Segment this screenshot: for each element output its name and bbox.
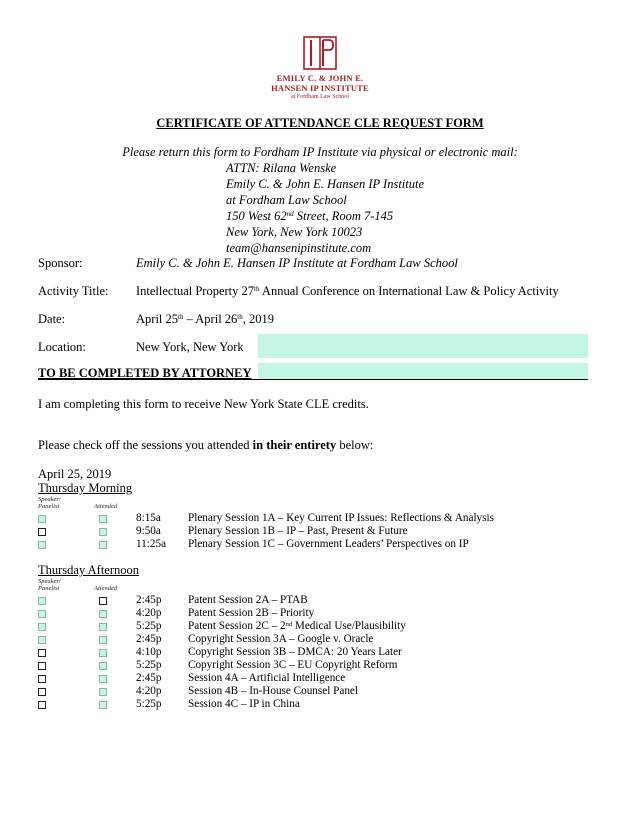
speaker-panelist-checkbox[interactable] (38, 662, 46, 670)
speaker-panelist-checkbox[interactable] (38, 688, 46, 696)
attended-checkbox[interactable] (99, 610, 107, 618)
address-email: team@hansenipinstitute.com (226, 241, 372, 255)
sponsor-value: Emily C. & John E. Hansen IP Institute at Fordham Law School (136, 256, 458, 270)
speaker-panelist-checkbox[interactable] (38, 528, 46, 536)
session-row (0, 685, 640, 698)
afternoon-speaker-col-header (38, 578, 61, 592)
morning-heading: Thursday Morning (38, 481, 133, 495)
session-title: Patent Session 2A – PTAB (188, 594, 308, 606)
attorney-name-field[interactable] (258, 363, 588, 380)
form-title: CERTIFICATE OF ATTENDANCE CLE REQUEST FORM (156, 116, 484, 130)
check-instructions-pre: Please check off the sessions you attended (38, 438, 253, 452)
attended-checkbox[interactable] (99, 623, 107, 631)
session-row (0, 607, 640, 620)
session-time: 8:15a (136, 512, 161, 524)
morning-attended-col-header: Attended (94, 503, 118, 510)
completing-statement: I am completing this form to receive New York State CLE credits. (38, 397, 369, 411)
session-title-sup: nd (285, 621, 293, 628)
speaker-header-2: Panelist (38, 503, 60, 510)
institute-logo (0, 36, 640, 101)
session-title: Plenary Session 1B – IP – Past, Present & Future (188, 525, 408, 537)
session-row (0, 672, 640, 685)
date-sup-1: th (178, 313, 184, 321)
address-attn: ATTN: Rilana Wenske (226, 161, 337, 175)
session-time: 4:10p (136, 646, 162, 658)
attended-checkbox[interactable] (99, 649, 107, 657)
session-time: 2:45p (136, 672, 162, 684)
speaker-panelist-checkbox[interactable] (38, 541, 46, 549)
attended-checkbox[interactable] (99, 528, 107, 536)
speaker-header-1: Speaker/ (38, 578, 61, 585)
speaker-panelist-checkbox[interactable] (38, 610, 46, 618)
session-time: 11:25a (136, 538, 167, 550)
check-instructions (38, 438, 373, 453)
session-row (0, 525, 640, 538)
session-title: Patent Session 2B – Priority (188, 607, 315, 619)
speaker-panelist-checkbox[interactable] (38, 675, 46, 683)
address-street-sup: nd (286, 210, 294, 218)
day-heading: April 25, 2019 (38, 467, 112, 481)
date-mid: – April 26 (183, 312, 238, 326)
check-instructions-bold: in their entirety (252, 438, 337, 452)
date-sup-2: th (237, 313, 243, 321)
attended-checkbox[interactable] (99, 541, 107, 549)
activity-sup: th (254, 285, 260, 293)
session-row (0, 538, 640, 551)
session-title: Copyright Session 3B – DMCA: 20 Years Later (188, 646, 402, 658)
attorney-section-heading: TO BE COMPLETED BY ATTORNEY (38, 366, 252, 380)
session-time: 5:25p (136, 659, 162, 671)
address-street-pre: 150 West 62 (226, 209, 287, 223)
session-title: Copyright Session 3A – Google v. Oracle (188, 633, 374, 645)
attended-checkbox[interactable] (99, 662, 107, 670)
session-title: Session 4C – IP in China (188, 698, 300, 710)
session-time: 2:45p (136, 594, 162, 606)
speaker-header-2: Panelist (38, 585, 60, 592)
logo-line-1: EMILY C. & JOHN E. (276, 73, 364, 83)
session-title: Copyright Session 3C – EU Copyright Reform (188, 659, 398, 671)
speaker-panelist-checkbox[interactable] (38, 623, 46, 631)
speaker-panelist-checkbox[interactable] (38, 701, 46, 709)
attended-checkbox[interactable] (99, 515, 107, 523)
session-row (0, 659, 640, 672)
attended-checkbox[interactable] (99, 636, 107, 644)
session-time: 4:20p (136, 607, 162, 619)
address-street (226, 208, 424, 224)
session-title (188, 620, 406, 633)
morning-speaker-col-header (38, 496, 61, 510)
address-org: Emily C. & John E. Hansen IP Institute (226, 177, 425, 191)
speaker-panelist-checkbox[interactable] (38, 649, 46, 657)
check-instructions-post: below: (336, 438, 374, 452)
session-row (0, 512, 640, 525)
session-row (0, 620, 640, 633)
activity-title-label: Activity Title: (38, 284, 109, 298)
session-title: Session 4B – In-House Counsel Panel (188, 685, 358, 697)
mailing-address (226, 160, 424, 256)
address-city: New York, New York 10023 (226, 225, 363, 239)
speaker-panelist-checkbox[interactable] (38, 636, 46, 644)
location-value: New York, New York (136, 340, 244, 354)
session-title: Session 4A – Artificial Intelligence (188, 672, 346, 684)
location-input-field[interactable] (258, 334, 588, 358)
institute-logo-mark-icon (303, 36, 337, 70)
attended-checkbox[interactable] (99, 597, 107, 605)
session-row (0, 633, 640, 646)
session-row (0, 646, 640, 659)
return-instructions: Please return this form to Fordham IP Institute via physical or electronic mail: (122, 145, 518, 159)
activity-title-value (136, 284, 559, 299)
attended-checkbox[interactable] (99, 688, 107, 696)
sponsor-label: Sponsor: (38, 256, 83, 270)
speaker-panelist-checkbox[interactable] (38, 597, 46, 605)
date-label: Date: (38, 312, 66, 326)
speaker-panelist-checkbox[interactable] (38, 515, 46, 523)
afternoon-heading: Thursday Afternoon (38, 563, 140, 577)
address-school: at Fordham Law School (226, 193, 347, 207)
session-time: 5:25p (136, 698, 162, 710)
session-time: 4:20p (136, 685, 162, 697)
attended-checkbox[interactable] (99, 701, 107, 709)
date-pre: April 25 (136, 312, 179, 326)
logo-line-2: HANSEN IP INSTITUTE (271, 83, 369, 93)
afternoon-attended-col-header: Attended (94, 585, 118, 592)
date-value (136, 312, 274, 327)
date-post: , 2019 (242, 312, 274, 326)
session-title-pre: Patent Session 2C – 2 (188, 620, 286, 632)
activity-pre: Intellectual Property 27 (136, 284, 255, 298)
address-street-post: Street, Room 7-145 (293, 209, 394, 223)
session-title: Plenary Session 1C – Government Leaders’ Perspectives on IP (188, 538, 469, 550)
location-label: Location: (38, 340, 86, 354)
session-title: Plenary Session 1A – Key Current IP Issues: Reflections & Analysis (188, 512, 494, 524)
session-row (0, 698, 640, 711)
session-title-post: Medical Use/Plausibility (292, 620, 406, 632)
session-row (0, 594, 640, 607)
attended-checkbox[interactable] (99, 675, 107, 683)
session-time: 5:25p (136, 620, 162, 632)
session-time: 2:45p (136, 633, 162, 645)
session-time: 9:50a (136, 525, 161, 537)
activity-post: Annual Conference on International Law & Policy Activity (259, 284, 559, 298)
speaker-header-1: Speaker/ (38, 496, 61, 503)
logo-line-3: at Fordham Law School (291, 94, 349, 100)
